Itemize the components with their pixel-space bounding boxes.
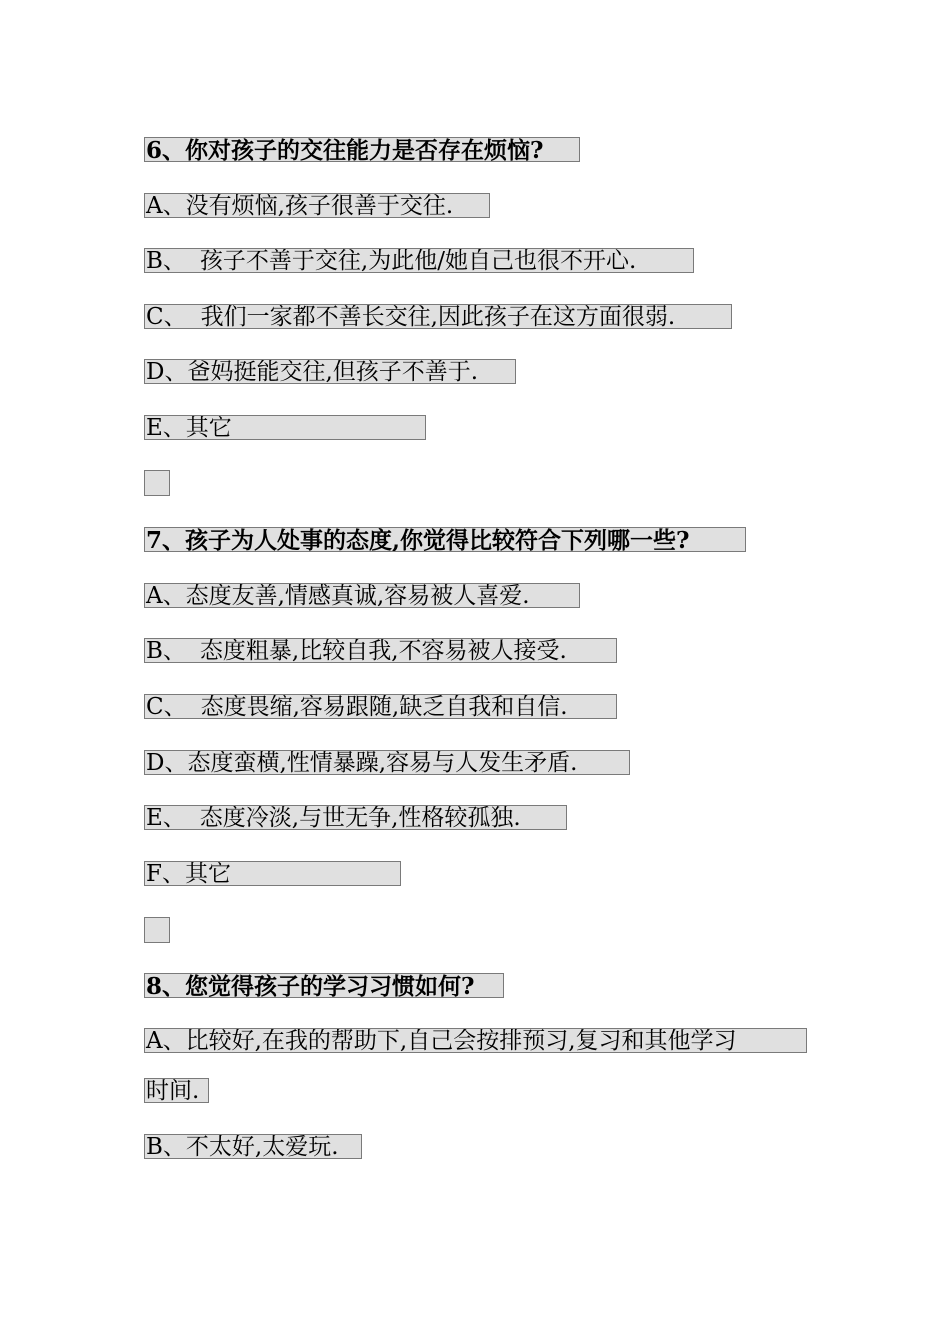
question-6-text: 6、你对孩子的交往能力是否存在烦恼? [146,137,544,162]
q6-option-a[interactable]: A、没有烦恼,孩子很善于交往. [144,193,490,218]
q8-option-a-line-1[interactable]: A、比较好,在我的帮助下,自己会按排预习,复习和其他学习 [144,1028,807,1053]
question-6 [144,137,580,162]
question-7 [144,527,746,552]
q6-option-d[interactable]: D、爸妈挺能交往,但孩子不善于. [144,359,516,384]
question-8-text: 8、您觉得孩子的学习习惯如何? [146,973,475,998]
q7-option-e[interactable]: E、 态度冷淡,与世无争,性格较孤独. [144,805,567,830]
question-8 [144,973,504,998]
question-7-text: 7、孩子为人处事的态度,你觉得比较符合下列哪一些? [146,527,690,552]
q6-option-c[interactable]: C、 我们一家都不善长交往,因此孩子在这方面很弱. [144,304,732,329]
fill-in-blank[interactable] [231,864,395,886]
q6-option-b[interactable]: B、 孩子不善于交往,为此他/她自己也很不开心. [144,248,694,273]
q6-option-e[interactable]: E、其它 [144,415,426,440]
q7-option-a[interactable]: A、态度友善,情感真诚,容易被人喜爱. [144,583,580,608]
q6-answer-box[interactable] [144,470,170,496]
fill-in-blank[interactable] [232,418,396,440]
q7-option-c[interactable]: C、 态度畏缩,容易跟随,缺乏自我和自信. [144,694,617,719]
q7-option-b[interactable]: B、 态度粗暴,比较自我,不容易被人接受. [144,638,617,663]
q8-option-a-line-2[interactable]: 时间. [144,1078,209,1103]
q7-answer-box[interactable] [144,917,170,943]
q7-option-d[interactable]: D、态度蛮横,性情暴躁,容易与人发生矛盾. [144,750,630,775]
q8-option-b[interactable]: B、不太好,太爱玩. [144,1134,362,1159]
q7-option-f[interactable]: F、其它 [144,861,401,886]
